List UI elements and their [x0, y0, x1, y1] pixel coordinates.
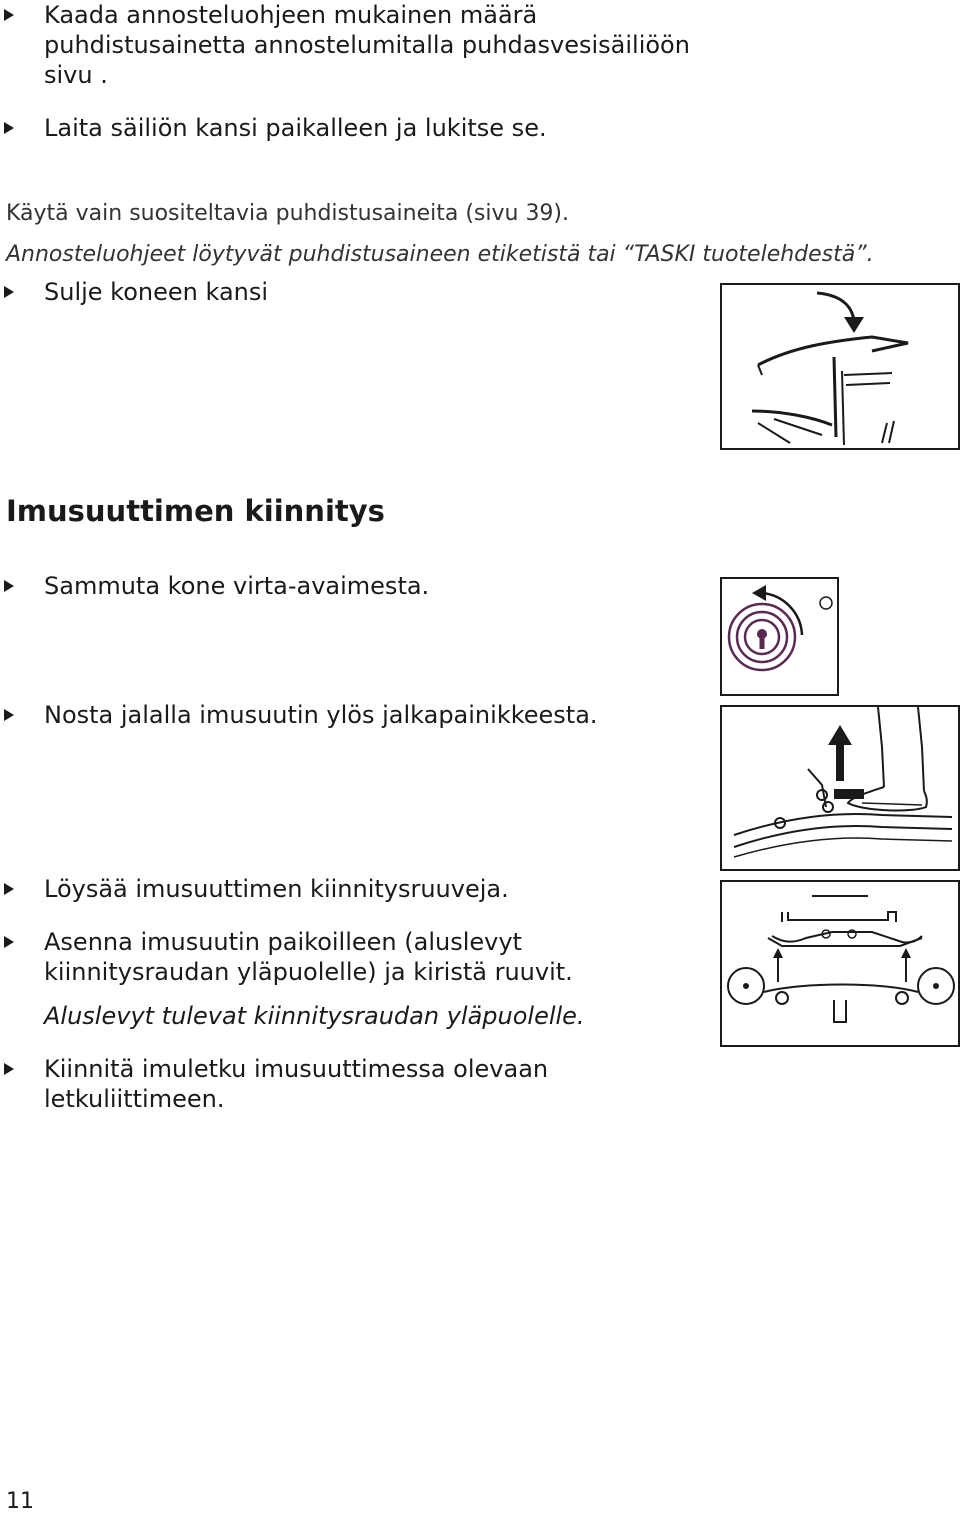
squeegee-mount-drawing	[722, 882, 958, 1045]
foot-pedal-illustration	[720, 705, 960, 871]
ignition-key-drawing	[722, 579, 837, 694]
step-line: kiinnitysraudan yläpuolelle) ja kiristä ruuvit.	[44, 958, 573, 986]
step-line: Sammuta kone virta-avaimesta.	[44, 572, 430, 600]
step-line: puhdistusainetta annostelumitalla puhdasvesisäiliöön	[44, 31, 690, 59]
step-line: letkuliittimeen.	[44, 1085, 225, 1113]
note-italic: Annosteluohjeet löytyvät puhdistusaineen etiketistä tai “TASKI tuotelehdestä”.	[6, 242, 874, 267]
bullet-icon	[4, 709, 14, 721]
bullet-icon	[4, 936, 14, 948]
step-line: Asenna imusuutin paikoilleen (aluslevyt	[44, 928, 522, 956]
section-heading: Imusuuttimen kiinnitys	[6, 494, 385, 528]
bullet-icon	[4, 122, 14, 134]
step-line: Laita säiliön kansi paikalleen ja lukitse se.	[44, 114, 547, 142]
bullet-icon	[4, 9, 14, 21]
italic-note: Aluslevyt tulevat kiinnitysraudan yläpuolelle.	[44, 1002, 585, 1030]
step-line: Löysää imusuuttimen kiinnitysruuveja.	[44, 875, 509, 903]
close-lid-drawing	[722, 285, 958, 448]
bullet-icon	[4, 286, 14, 298]
step-line: Nosta jalalla imusuutin ylös jalkapainikkeesta.	[44, 701, 598, 729]
step-line: sivu .	[44, 61, 108, 89]
page-number: 11	[6, 1489, 34, 1514]
step-line: Kiinnitä imuletku imusuuttimessa olevaan	[44, 1055, 549, 1083]
step-close-lid: Sulje koneen kansi	[44, 278, 269, 306]
bullet-icon	[4, 883, 14, 895]
bullet-icon	[4, 580, 14, 592]
ignition-key-illustration	[720, 577, 839, 696]
close-lid-illustration	[720, 283, 960, 450]
note-plain: Käytä vain suositeltavia puhdistusaineita (sivu 39).	[6, 201, 570, 226]
step-line: Kaada annosteluohjeen mukainen määrä	[44, 1, 538, 29]
foot-pedal-drawing	[722, 707, 958, 869]
bullet-icon	[4, 1063, 14, 1075]
squeegee-mount-illustration	[720, 880, 960, 1047]
